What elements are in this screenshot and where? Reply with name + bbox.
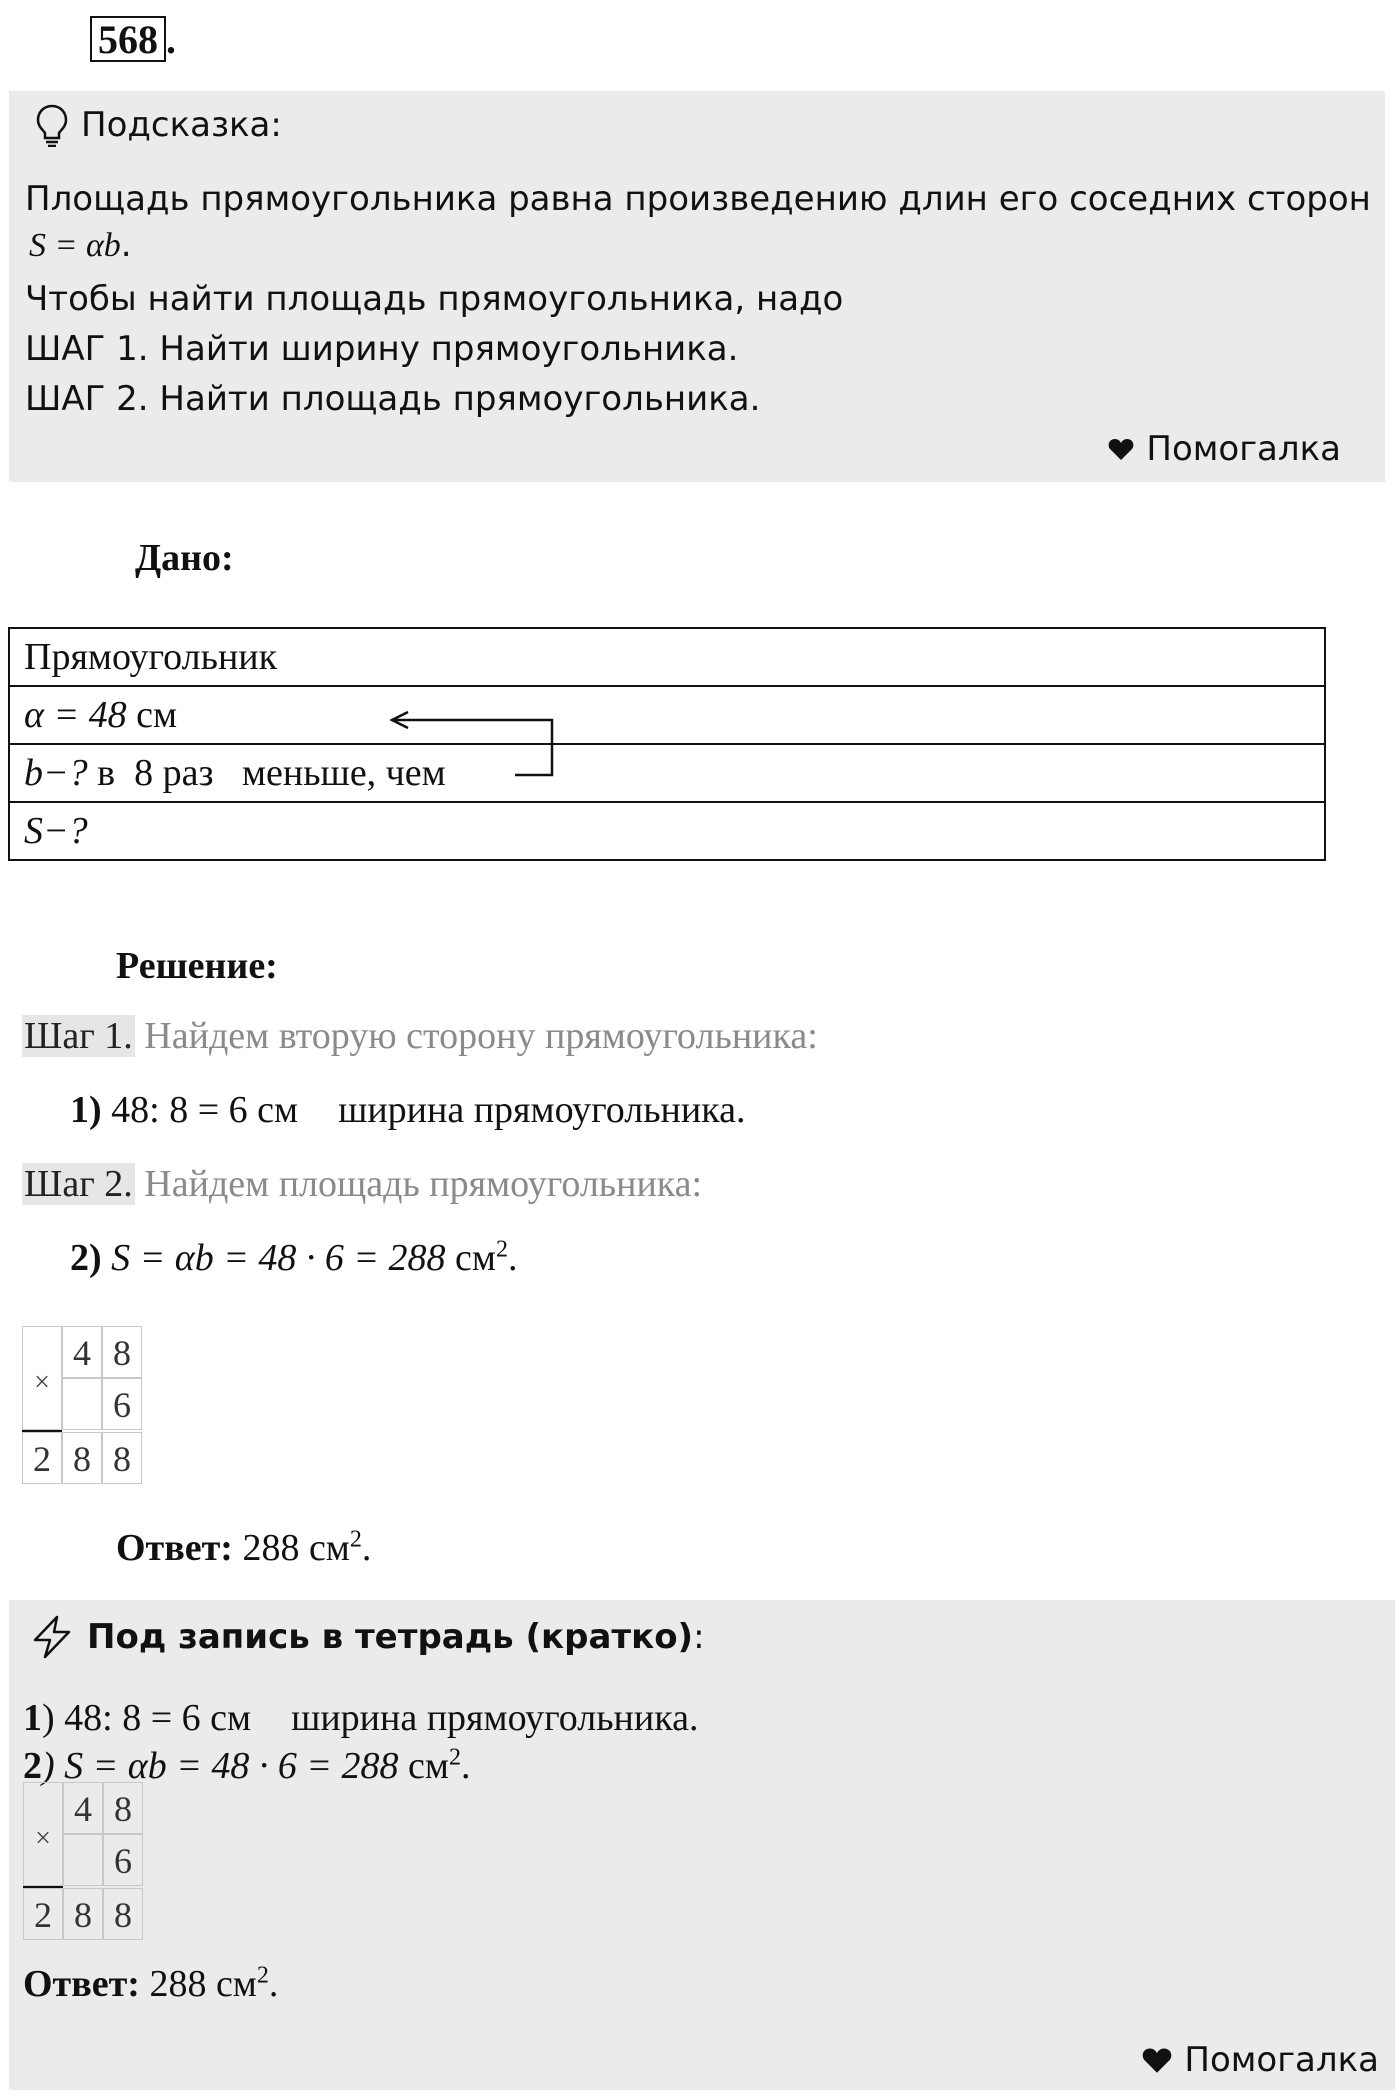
answer: Ответ: 288 $см^2$. bbox=[116, 1526, 372, 1569]
mult-bottom-digit: 6 bbox=[103, 1834, 143, 1886]
mult-result-digit: 2 bbox=[22, 1432, 62, 1484]
mult-result-digit: 2 bbox=[23, 1888, 63, 1940]
mult-top-digit: 4 bbox=[62, 1326, 102, 1378]
mult-result-digit: 8 bbox=[103, 1888, 143, 1940]
solution-title: Решение: bbox=[116, 945, 278, 987]
calc-line-2: 2) S = αb = 48 · 6 = 288 $см^2$. bbox=[70, 1236, 518, 1279]
given-row-4: S−? bbox=[9, 802, 1325, 860]
notebook-line-2: 2) S = αb = 48 · 6 = 288 $см^2$. bbox=[23, 1744, 471, 1787]
solution-step-2: Шаг 2. Найдем площадь прямоугольника: bbox=[24, 1163, 703, 1205]
heart-icon bbox=[1108, 437, 1134, 461]
mult-result-digit: 8 bbox=[63, 1888, 103, 1940]
notebook-brand: Помогалка bbox=[1142, 2040, 1379, 2080]
step-1-tag: Шаг 1. bbox=[24, 1015, 133, 1057]
mult-result-digit: 8 bbox=[62, 1432, 102, 1484]
notebook-answer: Ответ: 288 $см^2$. bbox=[23, 1962, 279, 2005]
hint-box bbox=[9, 91, 1385, 482]
given-title: Дано: bbox=[135, 537, 234, 579]
notebook-box bbox=[9, 1600, 1395, 2090]
calc-line-1: 1) 48: 8 = 6 см ширина прямоугольника. bbox=[70, 1089, 746, 1131]
task-number: 568 . bbox=[90, 16, 176, 62]
multiply-sign: × bbox=[35, 1823, 51, 1854]
step-2-tag: Шаг 2. bbox=[24, 1163, 133, 1205]
mult-result-digit: 8 bbox=[102, 1432, 142, 1484]
solution-step-1: Шаг 1. Найдем вторую сторону прямоугольника: bbox=[24, 1015, 818, 1057]
hint-step-2: ШАГ 2. Найти площадь прямоугольника. bbox=[25, 379, 761, 419]
mult-top-digit: 8 bbox=[102, 1326, 142, 1378]
hint-header bbox=[35, 103, 282, 147]
hint-formula: S = αb. bbox=[29, 225, 132, 265]
given-row-2: α = 48 см bbox=[9, 686, 1325, 744]
hint-brand: Помогалка bbox=[1108, 429, 1341, 469]
table-row bbox=[9, 744, 1325, 802]
comparison-arrow-icon bbox=[380, 700, 560, 790]
given-row-3: b−? в 8 раз меньше, чем bbox=[9, 744, 1325, 802]
hint-line-1: Площадь прямоугольника равна произведению длин его соседних сторон bbox=[25, 179, 1371, 219]
given-table bbox=[8, 627, 1326, 861]
multiply-sign: × bbox=[34, 1367, 50, 1398]
notebook-title: Под запись в тетрадь (кратко): bbox=[87, 1617, 705, 1657]
lightning-icon bbox=[29, 1614, 75, 1660]
lightbulb-icon bbox=[35, 103, 69, 147]
mult-top-digit: 8 bbox=[103, 1782, 143, 1834]
table-row bbox=[9, 628, 1325, 686]
mult-top-digit: 4 bbox=[63, 1782, 103, 1834]
hint-line-3: Чтобы найти площадь прямоугольника, надо bbox=[25, 279, 844, 319]
notebook-line-1: 1) 48: 8 = 6 см ширина прямоугольника. bbox=[23, 1697, 699, 1739]
hint-step-1: ШАГ 1. Найти ширину прямоугольника. bbox=[25, 329, 739, 369]
given-row-1: Прямоугольник bbox=[9, 628, 1325, 686]
table-row bbox=[9, 686, 1325, 744]
notebook-header bbox=[29, 1614, 705, 1660]
heart-icon bbox=[1142, 2046, 1172, 2074]
mult-bottom-digit: 6 bbox=[102, 1378, 142, 1430]
hint-title: Подсказка: bbox=[81, 105, 282, 145]
task-number-box: 568 bbox=[90, 16, 166, 62]
table-row bbox=[9, 802, 1325, 860]
